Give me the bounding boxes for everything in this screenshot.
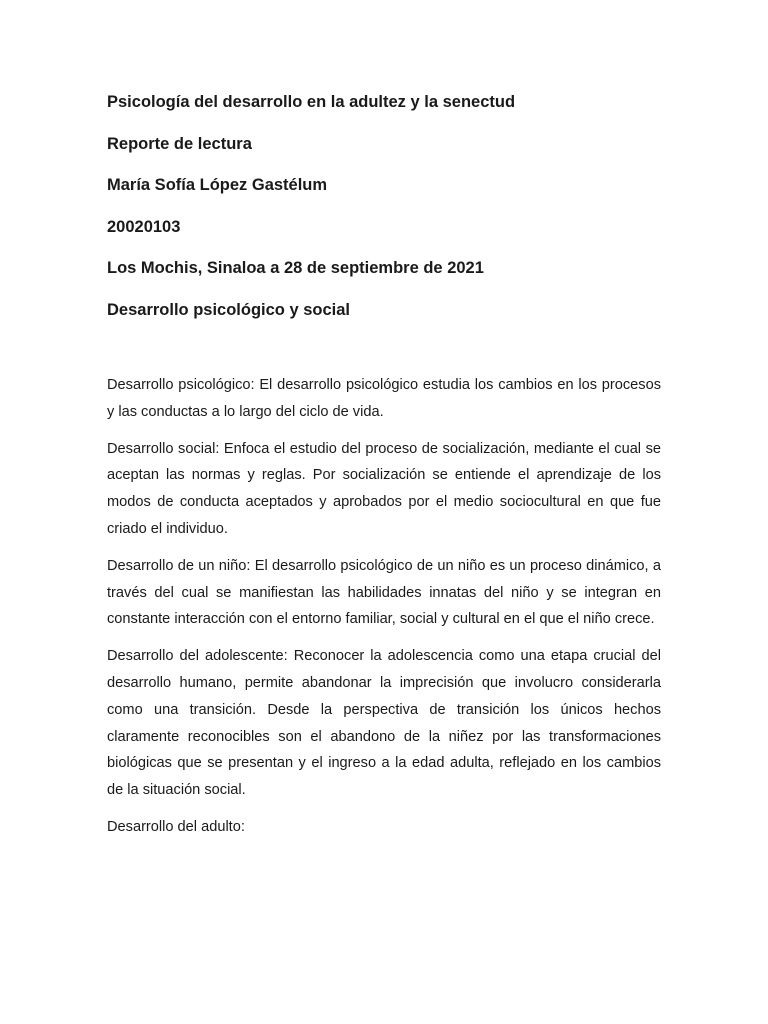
document-body [107, 372, 661, 851]
document-subtitle: Reporte de lectura [107, 134, 252, 153]
document-page [107, 0, 661, 1024]
document-title: Psicología del desarrollo en la adultez y la senectud [107, 93, 516, 111]
student-id: 20020103 [107, 217, 181, 236]
paragraph-child: Desarrollo de un niño: El desarrollo psicológico de un niño es un proceso dinámico, a través del cual se manifiestan las habilidades innatas del niño y se integran en constante interacción con el entorno familiar, social y cultural en el que el niño crece. [107, 557, 661, 628]
paragraph-adult: Desarrollo del adulto: [107, 818, 245, 835]
document-header [107, 92, 661, 341]
section-title: Desarrollo psicológico y social [107, 300, 350, 319]
author-name: María Sofía López Gastélum [107, 176, 328, 194]
place-date: Los Mochis, Sinaloa a 28 de septiembre de 2021 [107, 259, 484, 277]
paragraph-psychological: Desarrollo psicológico: El desarrollo psicológico estudia los cambios en los procesos y las conductas a lo largo del ciclo de vida. [107, 377, 661, 420]
paragraph-social: Desarrollo social: Enfoca el estudio del proceso de socialización, mediante el cual se aceptan las normas y reglas. Por socialización se entiende el aprendizaje de los modos de conducta aceptados y aprobados por el medio sociocultural en que fue criado el individuo. [107, 440, 661, 537]
paragraph-adolescent: Desarrollo del adolescente: Reconocer la adolescencia como una etapa crucial del desarrollo humano, permite abandonar la imprecisión que involucro considerarla como una transición. Desde la perspectiva de transición los únicos hechos claramente reconocibles son el abandono de la niñez por las transformaciones biológicas que se presentan y el ingreso a la edad adulta, reflejado en los cambios de la situación social. [107, 648, 661, 799]
